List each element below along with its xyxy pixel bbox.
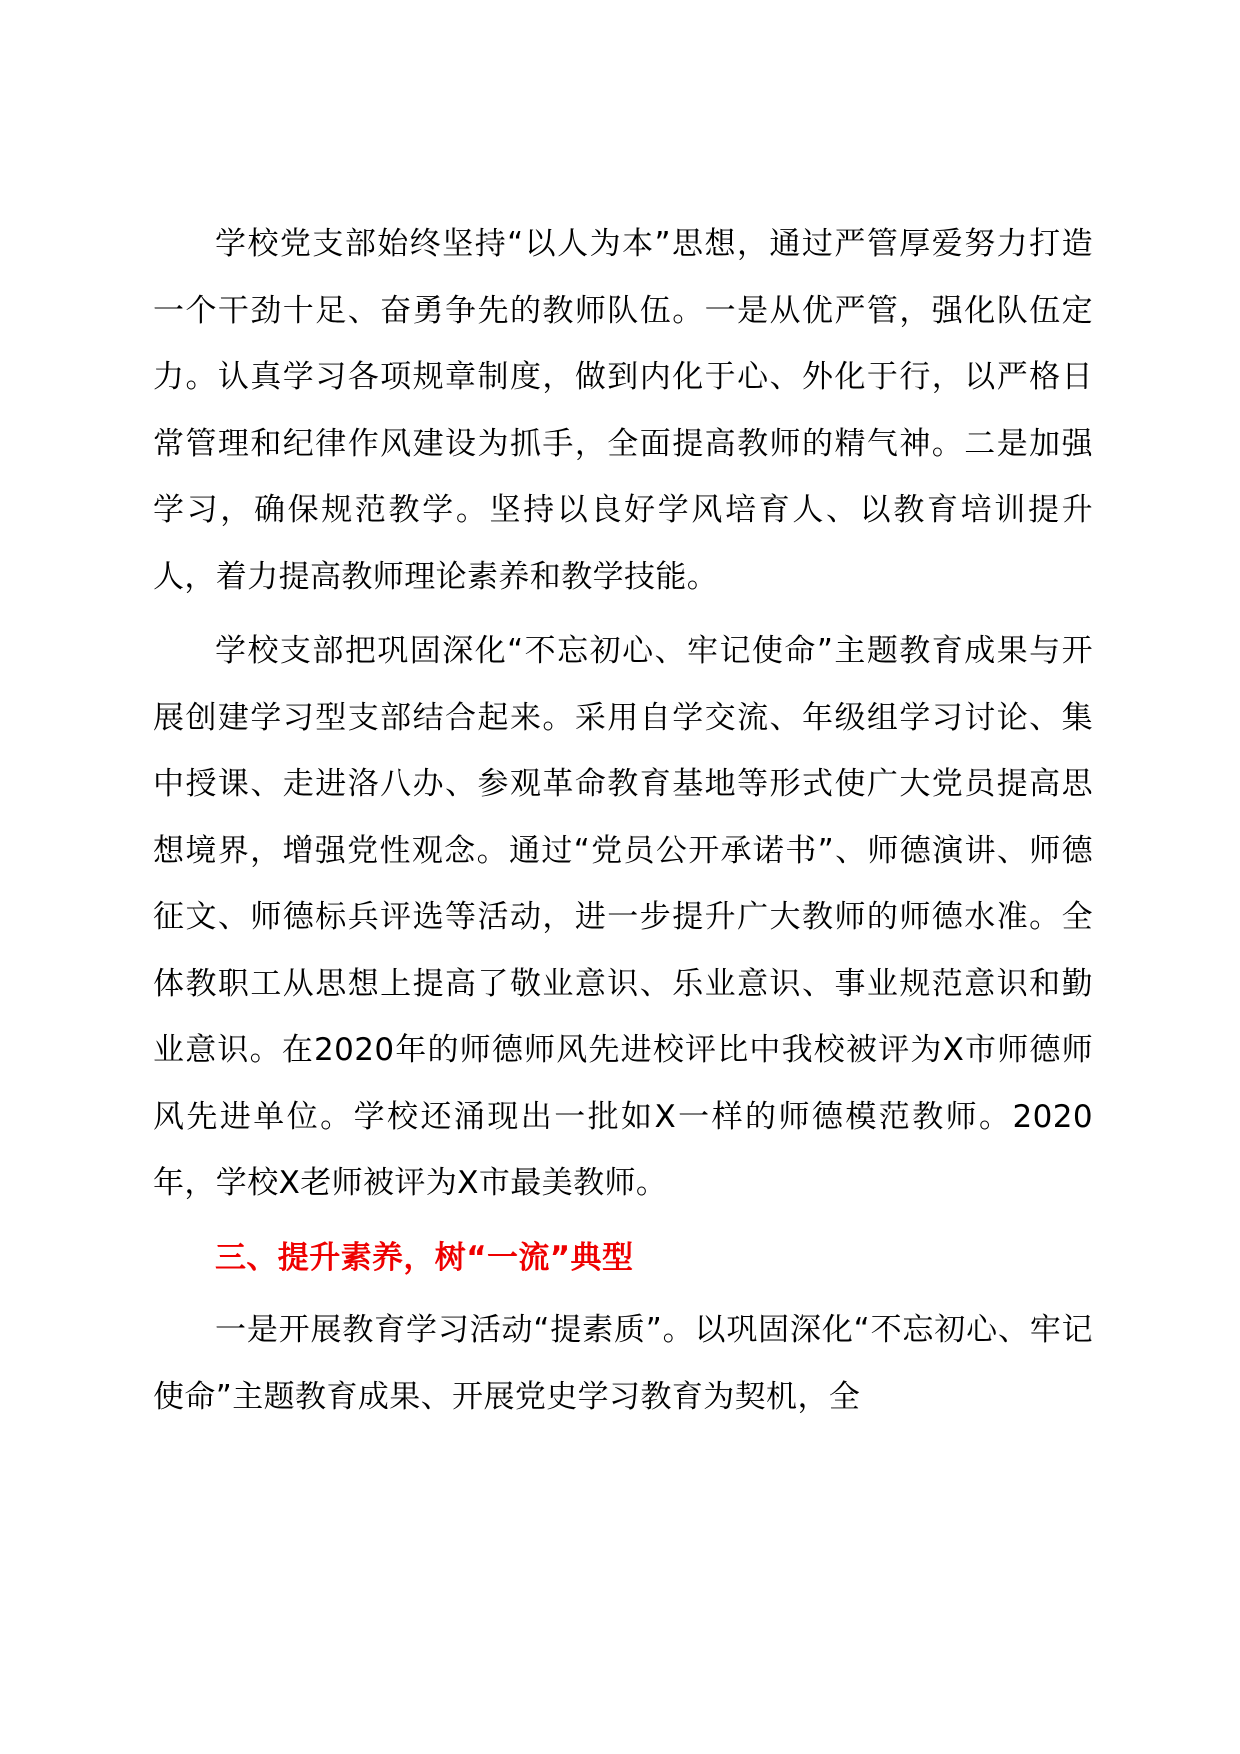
body-paragraph-1: 学校党支部始终坚持“以人为本”思想，通过严管厚爱努力打造一个干劲十足、奋勇争先的教师队伍。一是从优严管，强化队伍定力。认真学习各项规章制度，做到内化于心、外化于行，以严格日常管理和纪律作风建设为抓手，全面提高教师的精气神。二是加强学习，确保规范教学。坚持以良好学风培育人、以教育培训提升人，着力提高教师理论素养和教学技能。 (153, 226, 1093, 595)
body-paragraph-2: 学校支部把巩固深化“不忘初心、牢记使命”主题教育成果与开展创建学习型支部结合起来。采用自学交流、年级组学习讨论、集中授课、走进洛八办、参观革命教育基地等形式使广大党员提高思想境界，增强党性观念。通过“党员公开承诺书”、师德演讲、师德征文、师德标兵评选等活动，进一步提升广大教师的师德水准。全体教职工从思想上提高了敬业意识、乐业意识、事业规范意识和勤业意识。在2020年的师德师风先进校评比中我校被评为X市师德师风先进单位。学校还涌现出一批如X一样的师德模范教师。2020年，学校X老师被评为X市最美教师。 (153, 633, 1093, 1201)
section-heading: 三、提升素养，树“一流”典型 (215, 1239, 634, 1276)
body-paragraph-3: 一是开展教育学习活动“提素质”。以巩固深化“不忘初心、牢记使命”主题教育成果、开展党史学习教育为契机，全 (153, 1312, 1093, 1415)
document-body (153, 211, 1093, 1438)
